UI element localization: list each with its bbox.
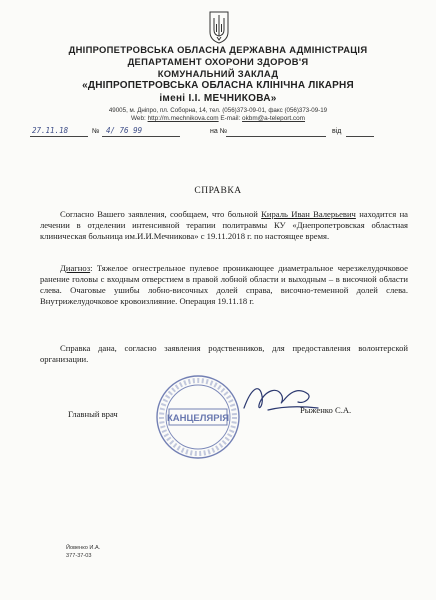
executor-name: Йовенко И.А. xyxy=(66,545,101,551)
email-link[interactable]: okbm@a-teleport.com xyxy=(242,115,306,122)
registration-number: 4/ 76 99 xyxy=(106,126,143,135)
reply-to-label: на № xyxy=(210,128,228,135)
header-institution-type: КОМУНАЛЬНИЙ ЗАКЛАД xyxy=(157,68,279,79)
document-title: СПРАВКА xyxy=(194,186,242,196)
coat-of-arms-icon xyxy=(208,10,230,44)
paragraph-purpose: Справка дана, согласно заявления родственников, для предоставления волонтерской организации. xyxy=(40,343,408,364)
signatory-title: Главный врач xyxy=(68,409,118,419)
email-label: E-mail: xyxy=(218,115,243,122)
executor-phone: 377-37-03 xyxy=(66,553,92,559)
number-label: № xyxy=(92,128,100,135)
reply-from-label: від xyxy=(332,128,342,135)
web-label: Web: xyxy=(130,115,148,122)
registration-date: 27.11.18 xyxy=(32,126,69,135)
patient-name: Кираль Иван Валерьевич xyxy=(261,209,356,219)
paragraph-diagnosis: Диагноз: Тяжелое огнестрельное пулевое проникающее диаметральное черезжелудочковое ранение головы с входным отверстием в правой лобной области и выходным – в височной области слева. Очаговые ушибы лобно-височных долей справа, височно-теменной долей слева. Внутрижелудочковое кровоизлияние. Операция 19.11.18 г. xyxy=(40,263,408,306)
header-address: 49005, м. Дніпро, пл. Соборна, 14, тел. (056)373-09-01, факс (056)373-09-19 xyxy=(108,107,328,114)
office-stamp xyxy=(155,374,241,460)
stamp-text: КАНЦЕЛЯРІЯ xyxy=(166,413,230,424)
registration-line xyxy=(30,126,375,140)
diagnosis-label: Диагноз xyxy=(60,263,91,273)
header-hospital-name: «ДНІПРОПЕТРОВСЬКА ОБЛАСНА КЛІНІЧНА ЛІКАРНЯ xyxy=(82,80,354,91)
header-hospital-name-2: імені І.І. МЕЧНИКОВА» xyxy=(159,93,277,104)
web-link[interactable]: http://m.mechnikova.com xyxy=(147,115,219,122)
signatory-name: Рыженко С.А. xyxy=(300,405,352,415)
paragraph-patient-info: Согласно Вашего заявления, сообщаем, что больной Кираль Иван Валерьевич находится на лечении в отделении интенсивной терапии политравмы КУ «Днепропетровская областная клиническая больница им.И.И.Мечникова» с 19.11.2018 г. по настоящее время. xyxy=(40,209,408,241)
signature-image xyxy=(238,378,322,420)
header-department: ДЕПАРТАМЕНТ ОХОРОНИ ЗДОРОВ'Я xyxy=(127,56,309,67)
header-administration: ДНІПРОПЕТРОВСЬКА ОБЛАСНА ДЕРЖАВНА АДМІНІСТРАЦІЯ xyxy=(68,44,368,55)
header-contacts xyxy=(40,115,396,122)
